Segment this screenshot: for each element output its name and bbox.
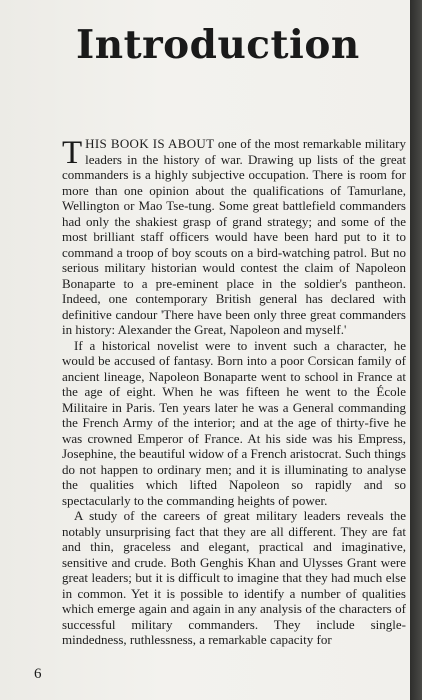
body-text (62, 136, 406, 648)
paragraph-3: A study of the careers of great military leaders reveals the notably unsurprising fact that they are all different. They are fat and thin, graceless and elegant, practical and imaginative, sensitive and crude. Both Genghis Khan and Ulysses Grant were great leaders; but it is difficult to imagine that they had much else in common. Yet it is possible to identify a number of qualities which emerge again and again in any analysis of the characters of successful military commanders. They include single-mindedness, ruthlessness, a remarkable capacity for (62, 508, 406, 647)
book-edge (410, 0, 422, 700)
opening-smallcaps: HIS BOOK IS ABOUT (85, 136, 215, 151)
page-number: 6 (34, 666, 42, 682)
paragraph-1 (62, 136, 406, 338)
paragraph-1-text: one of the most remarkable military leaders in the history of war. Drawing up lists of the great commanders is a highly subjective occupation. There is room for more than one opinion about the qualifications of Tamurlane, Wellington or Mao Tse-tung. Some great battlefield commanders had only the shakiest grasp of grand strategy; and some of the most brilliant staff officers would have been hard put to it to command a troop of boy scouts on a bird-watching patrol. But no serious military historian would contest the claim of Napoleon Bonaparte to a pre-eminent place in the soldier's pantheon. Indeed, one contemporary British general has declared with definitive candour 'There have been only three great commanders in history: Alexander the Great, Napoleon and myself.' (62, 136, 406, 337)
paragraph-2: If a historical novelist were to invent such a character, he would be accused of fantasy. Born into a poor Corsican family of ancient lineage, Napoleon Bonaparte went to school in France at the age of eight. When he was fifteen he went to the École Militaire in Paris. Ten years later he was a General commanding the French Army of the interior; and at the age of thirty-five he was crowned Emperor of France. At his side was his Empress, Josephine, the beautiful widow of a French aristocrat. Such things do not happen to ordinary men; and it is illuminating to analyse the qualities which lifted Napoleon so rapidly and so spectacularly to the commanding heights of power. (62, 337, 406, 508)
drop-cap: T (62, 135, 83, 171)
chapter-title: Introduction (76, 22, 360, 68)
